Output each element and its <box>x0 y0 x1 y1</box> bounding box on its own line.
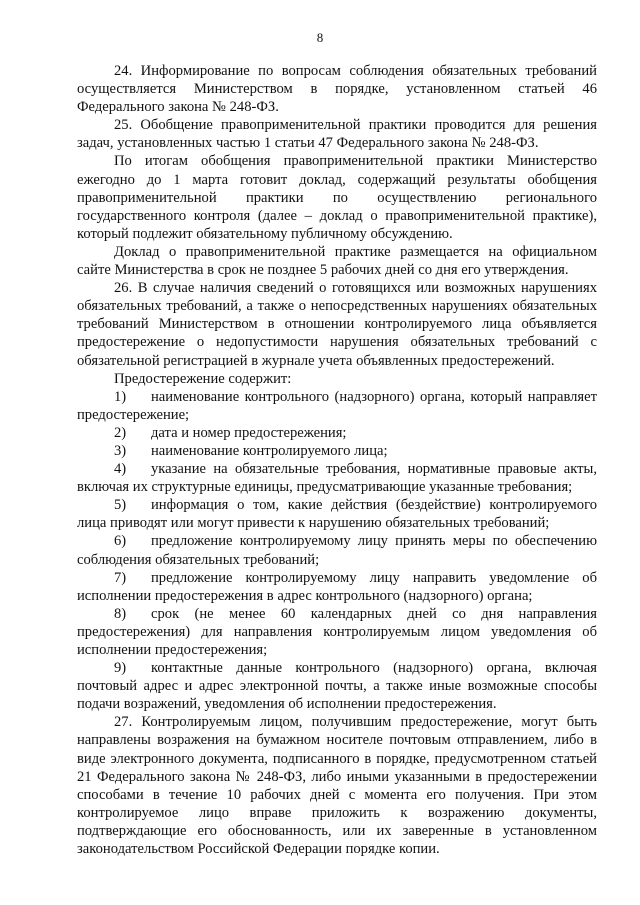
list-item <box>77 605 597 659</box>
list-item-text: наименование контролируемого лица; <box>151 442 388 459</box>
list-item-text: наименование контрольного (надзорного) органа, который направляет предостережение; <box>77 388 597 423</box>
page-number: 8 <box>316 30 324 45</box>
paragraph-warning-contains: Предостережение содержит: <box>114 370 292 387</box>
list-item <box>77 496 597 532</box>
list-item-number: 2) <box>114 424 127 441</box>
list-item <box>77 442 597 460</box>
list-item <box>77 569 597 605</box>
paragraph-25: 25. Обобщение правоприменительной практики проводится для решения задач, установленных частью 1 статьи 47 Федерального закона № 248-ФЗ. <box>77 117 597 152</box>
list-item <box>77 460 597 496</box>
list-item-number: 6) <box>114 533 127 550</box>
list-item <box>77 659 597 713</box>
list-item-number: 8) <box>114 605 127 622</box>
list-item <box>77 388 597 424</box>
list-item <box>77 424 597 442</box>
paragraph-27: 27. Контролируемым лицом, получившим предостережение, могут быть направлены возражения на бумажном носителе почтовым отправлением, либо в виде электронного документа, подписанного в порядке, предусмотренном статьей 21 Федерального закона № 248-ФЗ, либо иными указанными в предостережении способами в течение 10 рабочих дней с момента его получения. При этом контролируемое лицо вправе приложить к возражению документы, подтверждающие его обоснованность, или их заверенные в установленном законодательством Российской Федерации порядке копии. <box>77 714 597 858</box>
list-item-text: информация о том, какие действия (бездействие) контролируемого лица приводят или могут привести к нарушению обязательных требований; <box>77 497 597 532</box>
list-item-number: 7) <box>114 569 127 586</box>
list-item-text: дата и номер предостережения; <box>151 424 347 441</box>
paragraph-26: 26. В случае наличия сведений о готовящихся или возможных нарушениях обязательных требований, а также о непосредственных нарушениях обязательных требований Министерством в отношении контролируемого лица объявляется предостережение о недопустимости нарушения обязательных требований с обязательной регистрацией в журнале учета объявленных предостережений. <box>77 280 597 369</box>
list-item-number: 4) <box>114 461 127 478</box>
list-item-text: предложение контролируемому лицу принять меры по обеспечению соблюдения обязательных требований; <box>77 533 597 568</box>
paragraph-24: 24. Информирование по вопросам соблюдения обязательных требований осуществляется Министерством в порядке, установленном статьей 46 Федерального закона № 248-ФЗ. <box>77 63 597 116</box>
list-item-text: предложение контролируемому лицу направить уведомление об исполнении предостережения в адрес контрольного (надзорного) органа; <box>77 569 597 604</box>
list-item-text: контактные данные контрольного (надзорного) органа, включая почтовый адрес и адрес электронной почты, а также иные возможные способы подачи возражений, уведомления об исполнении предостережения. <box>77 660 597 713</box>
document-body <box>77 62 597 858</box>
paragraph-report-publication: Доклад о правоприменительной практике размещается на официальном сайте Министерства в срок не позднее 5 рабочих дней со дня его утверждения. <box>77 243 597 279</box>
list-item-number: 3) <box>114 442 127 459</box>
list-item-number: 9) <box>114 660 127 677</box>
list-item-number: 5) <box>114 497 127 514</box>
paragraph-report: По итогам обобщения правоприменительной практики Министерство ежегодно до 1 марта готовит доклад, содержащий результаты обобщения правоприменительной практики по осуществлению регионального государственного контроля (далее – доклад о правоприменительной практике), который подлежит обязательному публичному обсуждению. <box>77 153 597 242</box>
list-item-text: указание на обязательные требования, нормативные правовые акты, включая их структурные единицы, предусматривающие указанные требования; <box>77 461 597 496</box>
list-item <box>77 532 597 568</box>
list-item-text: срок (не менее 60 календарных дней со дня направления предостережения) для направления контролируемым лицом уведомления об исполнении предостережения; <box>77 605 597 658</box>
list-item-number: 1) <box>114 388 127 405</box>
